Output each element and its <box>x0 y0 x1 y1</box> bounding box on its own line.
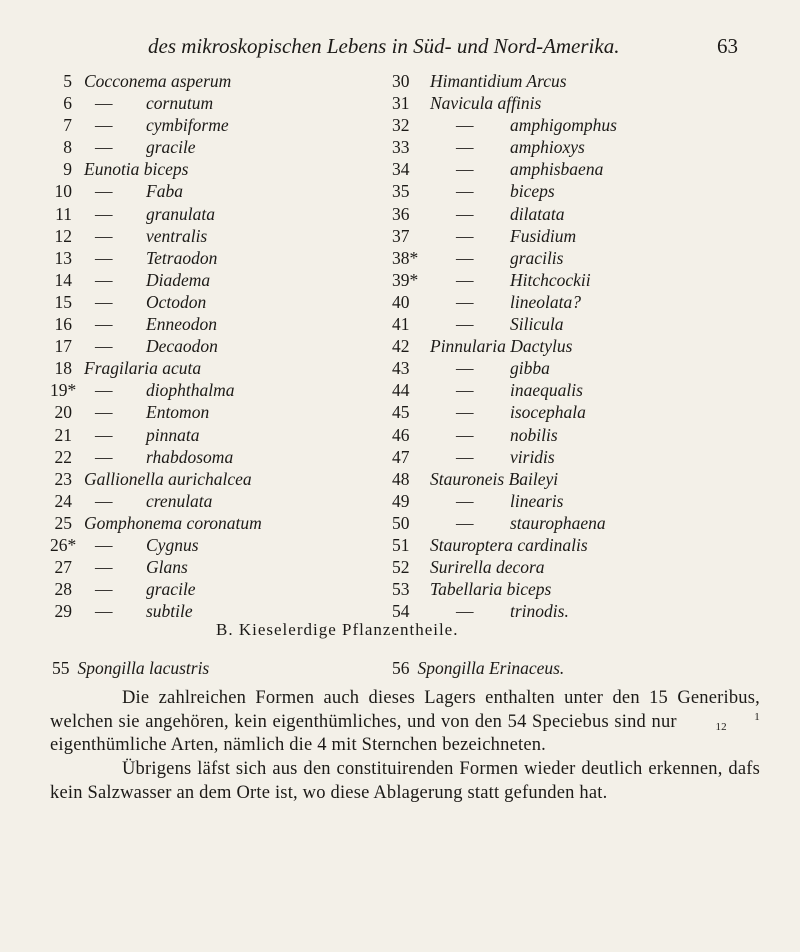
species-entry <box>392 136 792 158</box>
species-name: lineolata? <box>510 291 581 312</box>
species-name: cornutum <box>146 93 214 114</box>
species-entry <box>50 158 410 180</box>
species-entry <box>392 225 792 247</box>
species-name: trinodis. <box>510 601 569 622</box>
sponge-entry <box>52 658 209 679</box>
species-entry <box>392 269 792 291</box>
ditto-dash: — <box>456 380 474 401</box>
species-name: amphigomphus <box>510 115 617 136</box>
species-entry <box>50 379 410 401</box>
species-entry <box>392 313 792 335</box>
species-list-right <box>392 70 792 622</box>
genus-name: Cocconema asperum <box>84 71 232 91</box>
paragraph: Übrigens läfst sich aus den constituirenden Formen wieder deutlich erkennen, dafs kein Salzwasser an dem Orte ist, wo diese Ablagerung statt gefunden hat. <box>50 759 760 803</box>
genus-name: Eunotia biceps <box>84 159 189 180</box>
entry-number: 28 <box>54 579 72 600</box>
ditto-dash: — <box>456 137 474 158</box>
entry-number: 40 <box>392 291 410 312</box>
species-entry <box>50 136 410 158</box>
entry-number: 55 <box>52 658 70 678</box>
entry-number: 46 <box>392 424 410 445</box>
genus-name: Himantidium Arcus <box>430 71 567 91</box>
species-entry <box>392 424 792 446</box>
ditto-dash: — <box>95 181 113 202</box>
genus-name: Stauroptera cardinalis <box>430 534 588 555</box>
species-name: diophthalma <box>146 380 235 401</box>
species-name: pinnata <box>146 424 200 445</box>
ditto-dash: — <box>456 601 474 622</box>
ditto-dash: — <box>456 269 474 290</box>
entry-number: 43 <box>392 358 410 379</box>
species-entry <box>50 357 410 379</box>
entry-number: 15 <box>54 291 72 312</box>
ditto-dash: — <box>456 358 474 379</box>
species-name: Tetraodon <box>146 247 218 268</box>
species-entry <box>392 247 792 269</box>
entry-number: 49 <box>392 490 410 511</box>
species-name: Diadema <box>146 269 211 290</box>
species-entry <box>50 269 410 291</box>
species-entry <box>50 180 410 202</box>
ditto-dash: — <box>456 247 474 268</box>
entry-number: 36 <box>392 203 410 224</box>
paragraph-text: Die zahlreichen Formen auch dieses Lagers enthalten unter den 15 Generibus, welchen sie angehören, kein eigenthümliches, und von den 54 Speciebus sind nur <box>50 688 760 732</box>
genus-name: Fragilaria acuta <box>84 358 202 379</box>
entry-number: 23 <box>54 468 72 489</box>
entry-name: Spongilla Erinaceus. <box>417 658 565 678</box>
species-entry <box>50 424 410 446</box>
species-entry <box>392 446 792 468</box>
ditto-dash: — <box>456 115 474 136</box>
species-name: Hitchcockii <box>510 269 591 290</box>
species-entry <box>392 203 792 225</box>
genus-name: Tabellaria biceps <box>430 579 552 600</box>
entry-number: 8 <box>63 137 72 158</box>
species-entry <box>392 401 792 423</box>
entry-number: 34 <box>392 159 410 180</box>
species-name: ventralis <box>146 225 208 246</box>
ditto-dash: — <box>95 424 113 445</box>
species-name: gracile <box>146 579 196 600</box>
ditto-dash: — <box>95 115 113 136</box>
ditto-dash: — <box>95 203 113 224</box>
genus-name: Surirella decora <box>430 557 545 578</box>
entry-number: 27 <box>54 557 72 578</box>
species-name: Faba <box>146 181 183 202</box>
paragraph-text: eigenthümliche Arten, nämlich die 4 mit Sternchen bezeichneten. <box>50 735 547 756</box>
species-name: Decaodon <box>146 336 218 357</box>
entry-number: 32 <box>392 115 410 136</box>
entry-number: 39* <box>392 269 419 290</box>
ditto-dash: — <box>456 446 474 467</box>
entry-number: 16 <box>54 314 72 335</box>
ditto-dash: — <box>456 490 474 511</box>
species-name: nobilis <box>510 424 558 445</box>
entry-number: 21 <box>54 424 72 445</box>
species-entry <box>50 70 410 92</box>
species-entry <box>50 578 410 600</box>
species-name: linearis <box>510 490 564 511</box>
species-entry <box>50 92 410 114</box>
genus-name: Gallionella aurichalcea <box>84 468 252 489</box>
species-entry <box>392 379 792 401</box>
entry-number: 52 <box>392 557 410 578</box>
species-name: gibba <box>510 358 550 379</box>
species-name: Fusidium <box>510 225 577 246</box>
species-entry <box>50 225 410 247</box>
entry-number: 37 <box>392 225 410 246</box>
fraction-numerator: 1 <box>754 711 760 724</box>
ditto-dash: — <box>456 512 474 533</box>
species-entry <box>50 401 410 423</box>
entry-number: 14 <box>54 269 72 290</box>
species-entry <box>392 578 792 600</box>
species-entry <box>392 534 792 556</box>
entry-number: 31 <box>392 93 410 114</box>
species-entry <box>50 446 410 468</box>
entry-number: 53 <box>392 579 410 600</box>
species-name: gracilis <box>510 247 564 268</box>
species-entry <box>50 512 410 534</box>
genus-name: Stauroneis Baileyi <box>430 468 559 489</box>
species-entry <box>50 335 410 357</box>
entry-number: 20 <box>54 402 72 423</box>
ditto-dash: — <box>95 402 113 423</box>
paragraph <box>50 687 760 758</box>
species-entry <box>392 158 792 180</box>
species-entry <box>392 70 792 92</box>
entry-number: 35 <box>392 181 410 202</box>
species-entry <box>392 92 792 114</box>
entry-number: 50 <box>392 512 410 533</box>
ditto-dash: — <box>95 557 113 578</box>
species-entry <box>50 114 410 136</box>
entry-number: 7 <box>63 115 72 136</box>
ditto-dash: — <box>95 291 113 312</box>
ditto-dash: — <box>95 93 113 114</box>
species-name: rhabdosoma <box>146 446 234 467</box>
ditto-dash: — <box>456 424 474 445</box>
running-title: des mikroskopischen Lebens in Süd- und Nord-Amerika. <box>148 34 620 58</box>
entry-number: 38* <box>392 247 419 268</box>
entry-number: 11 <box>55 203 72 224</box>
ditto-dash: — <box>95 601 113 622</box>
ditto-dash: — <box>95 534 113 555</box>
species-name: amphioxys <box>510 137 585 158</box>
ditto-dash: — <box>95 314 113 335</box>
fraction-denominator: 12 <box>715 721 727 734</box>
species-entry <box>50 556 410 578</box>
entry-number: 42 <box>392 336 410 357</box>
entry-number: 51 <box>392 534 410 555</box>
entry-number: 48 <box>392 468 410 489</box>
sponge-entry <box>392 658 564 679</box>
entry-number: 44 <box>392 380 410 401</box>
species-name: biceps <box>510 181 555 202</box>
species-entry <box>392 291 792 313</box>
entry-name: Spongilla lacustris <box>77 658 210 678</box>
ditto-dash: — <box>456 203 474 224</box>
entry-number: 6 <box>63 93 72 114</box>
page-number: 63 <box>717 34 738 58</box>
species-entry <box>50 490 410 512</box>
ditto-dash: — <box>95 225 113 246</box>
ditto-dash: — <box>456 159 474 180</box>
page-header <box>0 34 800 64</box>
entry-number: 9 <box>63 159 72 180</box>
species-entry <box>50 534 410 556</box>
species-entry <box>50 247 410 269</box>
entry-number: 18 <box>54 358 72 379</box>
entry-number: 25 <box>54 512 72 533</box>
entry-number: 54 <box>392 601 410 622</box>
species-name: Entomon <box>146 402 210 423</box>
species-name: gracile <box>146 137 196 158</box>
species-name: granulata <box>146 203 216 224</box>
entry-number: 13 <box>54 247 72 268</box>
entry-number: 5 <box>63 71 72 91</box>
species-name: crenulata <box>146 490 213 511</box>
ditto-dash: — <box>95 336 113 357</box>
species-name: cymbiforme <box>146 115 229 136</box>
entry-number: 26* <box>50 534 77 555</box>
species-entry <box>50 291 410 313</box>
ditto-dash: — <box>95 490 113 511</box>
species-name: dilatata <box>510 203 565 224</box>
species-name: subtile <box>146 601 193 622</box>
section-heading: B. Kieselerdige Pflanzentheile. <box>216 620 459 639</box>
ditto-dash: — <box>456 402 474 423</box>
entry-number: 41 <box>392 314 410 335</box>
ditto-dash: — <box>95 247 113 268</box>
species-entry <box>50 203 410 225</box>
entry-number: 19* <box>50 380 77 401</box>
species-name: Octodon <box>146 291 207 312</box>
species-list-left <box>50 70 410 622</box>
entry-number: 10 <box>54 181 72 202</box>
ditto-dash: — <box>95 579 113 600</box>
ditto-dash: — <box>95 269 113 290</box>
species-name: Glans <box>146 557 188 578</box>
species-name: amphisbaena <box>510 159 604 180</box>
species-name: Enneodon <box>146 314 217 335</box>
entry-number: 56 <box>392 658 410 678</box>
species-name: Silicula <box>510 314 564 335</box>
ditto-dash: — <box>95 446 113 467</box>
species-entry <box>392 114 792 136</box>
entry-number: 17 <box>54 336 72 357</box>
species-entry <box>392 512 792 534</box>
ditto-dash: — <box>456 291 474 312</box>
fraction <box>682 712 760 732</box>
species-entry <box>392 490 792 512</box>
ditto-dash: — <box>456 181 474 202</box>
ditto-dash: — <box>456 314 474 335</box>
entry-number: 47 <box>392 446 410 467</box>
species-name: isocephala <box>510 402 586 423</box>
species-name: Cygnus <box>146 534 199 555</box>
species-name: viridis <box>510 446 555 467</box>
ditto-dash: — <box>95 380 113 401</box>
genus-name: Gomphonema coronatum <box>84 512 262 533</box>
entry-number: 29 <box>54 601 72 622</box>
entry-number: 22 <box>54 446 72 467</box>
ditto-dash: — <box>456 225 474 246</box>
species-name: staurophaena <box>510 512 606 533</box>
ditto-dash: — <box>95 137 113 158</box>
entry-number: 12 <box>54 225 72 246</box>
species-entry <box>392 556 792 578</box>
entry-number: 24 <box>54 490 72 511</box>
species-entry <box>392 468 792 490</box>
species-entry <box>392 335 792 357</box>
entry-number: 45 <box>392 402 410 423</box>
species-entry <box>392 180 792 202</box>
genus-name: Navicula affinis <box>430 93 542 114</box>
species-entry <box>392 357 792 379</box>
entry-number: 30 <box>392 71 410 91</box>
entry-number: 33 <box>392 137 410 158</box>
genus-name: Pinnularia Dactylus <box>430 336 573 357</box>
species-name: inaequalis <box>510 380 583 401</box>
species-entry <box>50 468 410 490</box>
species-entry <box>50 313 410 335</box>
